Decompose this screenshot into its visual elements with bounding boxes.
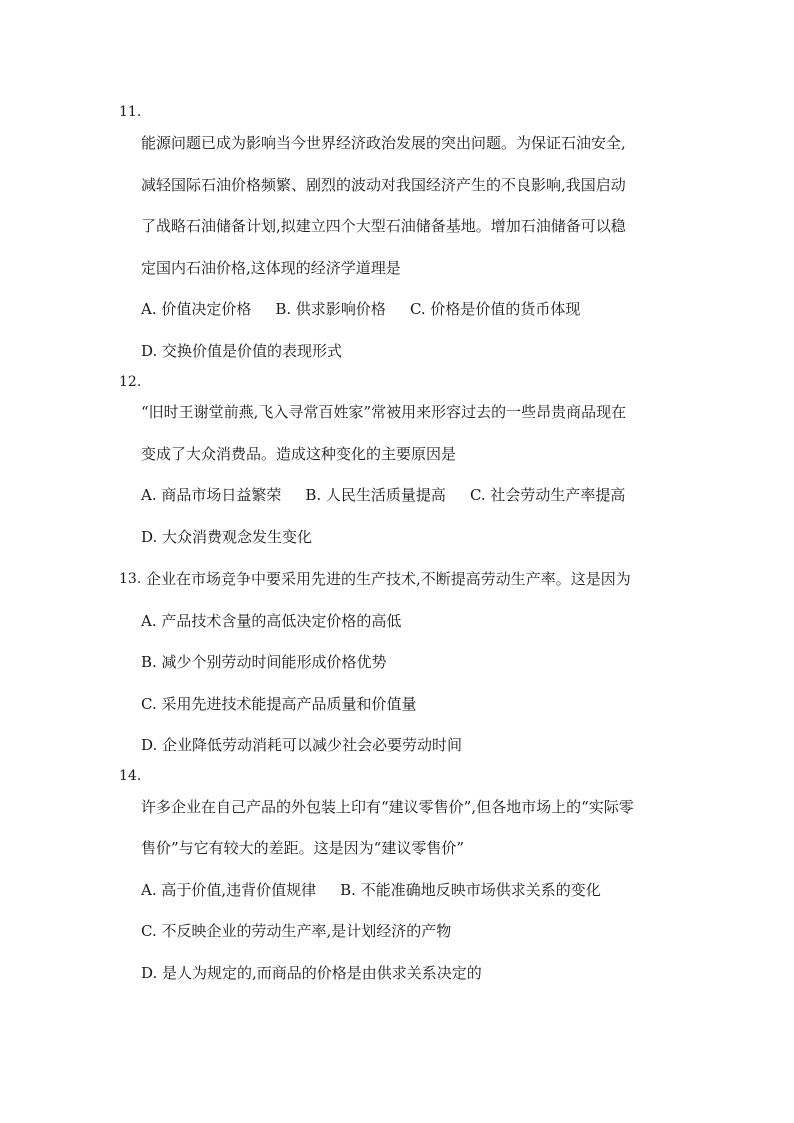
- option-b: B. 不能准确地反映市场供求关系的变化: [340, 881, 601, 899]
- question-number: 14.: [119, 768, 142, 784]
- option-row: [141, 300, 580, 318]
- option-b: B. 减少个别劳动时间能形成价格优势: [141, 653, 387, 671]
- option-a: A. 价值决定价格: [141, 300, 252, 318]
- option-row: [141, 881, 601, 899]
- option-row: [141, 486, 625, 504]
- option-a: A. 商品市场日益繁荣: [141, 486, 282, 504]
- question-stem-line: 定国内石油价格,这体现的经济学道理是: [141, 259, 401, 277]
- option-c: C. 社会劳动生产率提高: [469, 486, 626, 504]
- option-d: D. 是人为规定的,而商品的价格是由供求关系决定的: [141, 964, 482, 982]
- option-c: C. 不反映企业的劳动生产率,是计划经济的产物: [141, 922, 452, 940]
- question-stem-line: 售价”与它有较大的差距。这是因为“建议零售价”: [141, 839, 465, 857]
- option-d: D. 交换价值是价值的表现形式: [141, 342, 343, 360]
- option-c: C. 价格是价值的货币体现: [409, 300, 581, 318]
- question-stem-line: 了战略石油储备计划,拟建立四个大型石油储备基地。增加石油储备可以稳: [141, 217, 626, 235]
- option-d: D. 企业降低劳动消耗可以减少社会必要劳动时间: [141, 736, 463, 754]
- question-stem-line: 能源问题已成为影响当今世界经济政治发展的突出问题。为保证石油安全,: [141, 134, 626, 152]
- question-stem-line: “旧时王谢堂前燕,飞入寻常百姓家”常被用来形容过去的一些昂贵商品现在: [141, 403, 627, 421]
- question-number: 11.: [119, 104, 142, 120]
- option-b: B. 人民生活质量提高: [305, 486, 446, 504]
- question-stem-line: 变成了大众消费品。造成这种变化的主要原因是: [141, 445, 457, 463]
- question-stem-line: 企业在市场竞争中要采用先进的生产技术,不断提高劳动生产率。这是因为: [146, 570, 631, 588]
- question-number: 13.: [119, 571, 142, 587]
- option-d: D. 大众消费观念发生变化: [141, 528, 313, 546]
- option-b: B. 供求影响价格: [275, 300, 386, 318]
- option-a: A. 产品技术含量的高低决定价格的高低: [141, 612, 402, 630]
- question-stem-line: 减轻国际石油价格频繁、剧烈的波动对我国经济产生的不良影响,我国启动: [141, 176, 626, 194]
- option-c: C. 采用先进技术能提高产品质量和价值量: [141, 695, 417, 713]
- question-number: 12.: [119, 374, 142, 390]
- option-a: A. 高于价值,违背价值规律: [141, 881, 317, 899]
- question-stem-line: 许多企业在自己产品的外包装上印有“建议零售价”,但各地市场上的“实际零: [141, 798, 634, 816]
